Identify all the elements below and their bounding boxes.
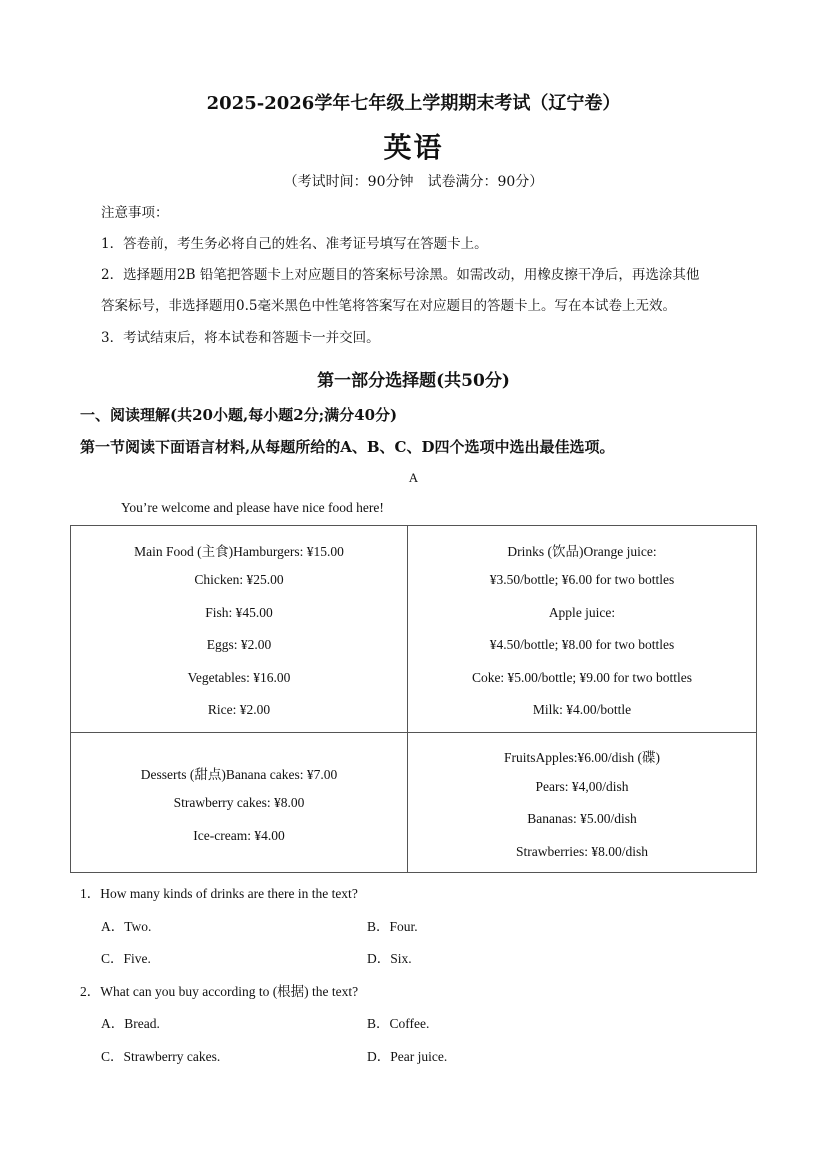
section-instruction: 第一节阅读下面语言材料,从每题所给的A、B、C、D四个选项中选出最佳选项。 bbox=[80, 438, 615, 456]
menu-line: Bananas: ¥5.00/dish bbox=[527, 811, 637, 826]
question-2-option-d[interactable]: D．Pear juice. bbox=[367, 1049, 448, 1064]
main-food-cell bbox=[71, 526, 407, 732]
exam-title: 2025-2026学年七年级上学期期末考试（辽宁卷） bbox=[206, 93, 621, 114]
menu-line: ¥3.50/bottle; ¥6.00 for two bottles bbox=[489, 572, 675, 587]
part-title: 第一部分选择题(共50分) bbox=[317, 371, 510, 391]
question-1-option-b[interactable]: B．Four. bbox=[367, 919, 418, 934]
question-1-option-a[interactable]: A．Two. bbox=[101, 919, 152, 934]
fruits-cell bbox=[408, 733, 756, 872]
menu-line: Main Food (主食)Hamburgers: ¥15.00 bbox=[134, 544, 344, 559]
passage-intro: You’re welcome and please have nice food here! bbox=[121, 500, 384, 515]
menu-line: Eggs: ¥2.00 bbox=[206, 637, 272, 652]
note-item-1: 1．答卷前，考生务必将自己的姓名、准考证号填写在答题卡上。 bbox=[101, 236, 488, 252]
subject-title: 英语 bbox=[383, 131, 444, 164]
notes-heading: 注意事项： bbox=[101, 205, 169, 221]
menu-line: Vegetables: ¥16.00 bbox=[187, 670, 291, 685]
menu-line: Strawberry cakes: ¥8.00 bbox=[173, 795, 305, 810]
passage-label: A bbox=[408, 470, 419, 485]
question-2-option-b[interactable]: B．Coffee. bbox=[367, 1016, 430, 1031]
menu-line: Desserts (甜点)Banana cakes: ¥7.00 bbox=[140, 767, 338, 782]
note-item-3: 3．考试结束后，将本试卷和答题卡一并交回。 bbox=[101, 330, 380, 346]
question-1: 1．How many kinds of drinks are there in the text? bbox=[80, 886, 358, 901]
menu-line: Apple juice: bbox=[548, 605, 616, 620]
menu-line: Rice: ¥2.00 bbox=[207, 702, 271, 717]
menu-line: Fish: ¥45.00 bbox=[205, 605, 273, 620]
menu-line: Pears: ¥4,00/dish bbox=[535, 779, 629, 794]
question-2: 2．What can you buy according to (根据) the text? bbox=[80, 984, 359, 999]
reading-heading: 一、阅读理解(共20小题,每小题2分;满分40分) bbox=[80, 406, 398, 424]
menu-line: FruitsApples:¥6.00/dish (碟) bbox=[503, 750, 660, 765]
exam-info: （考试时间：90分钟 试卷满分：90分） bbox=[283, 174, 544, 190]
menu-table bbox=[70, 525, 757, 873]
menu-line: Milk: ¥4.00/bottle bbox=[532, 702, 632, 717]
menu-line: Chicken: ¥25.00 bbox=[194, 572, 284, 587]
question-1-option-d[interactable]: D．Six. bbox=[367, 951, 412, 966]
menu-line: Drinks (饮品)Orange juice: bbox=[507, 544, 657, 559]
menu-line: Strawberries: ¥8.00/dish bbox=[516, 844, 648, 859]
question-2-option-c[interactable]: C．Strawberry cakes. bbox=[101, 1049, 221, 1064]
question-2-option-a[interactable]: A．Bread. bbox=[101, 1016, 160, 1031]
menu-line: Coke: ¥5.00/bottle; ¥9.00 for two bottles bbox=[471, 670, 693, 685]
desserts-cell bbox=[71, 733, 407, 872]
menu-line: ¥4.50/bottle; ¥8.00 for two bottles bbox=[489, 637, 675, 652]
note-item-2-line-1: 2．选择题用2B 铅笔把答题卡上对应题目的答案标号涂黑。如需改动，用橡皮擦干净后，再选涂其他 bbox=[101, 267, 700, 283]
question-1-option-c[interactable]: C．Five. bbox=[101, 951, 151, 966]
menu-line: Ice-cream: ¥4.00 bbox=[193, 828, 285, 843]
drinks-cell bbox=[408, 526, 756, 732]
note-item-2-line-2: 答案标号，非选择题用0.5毫米黑色中性笔将答案写在对应题目的答题卡上。写在本试卷上无效。 bbox=[101, 298, 676, 314]
